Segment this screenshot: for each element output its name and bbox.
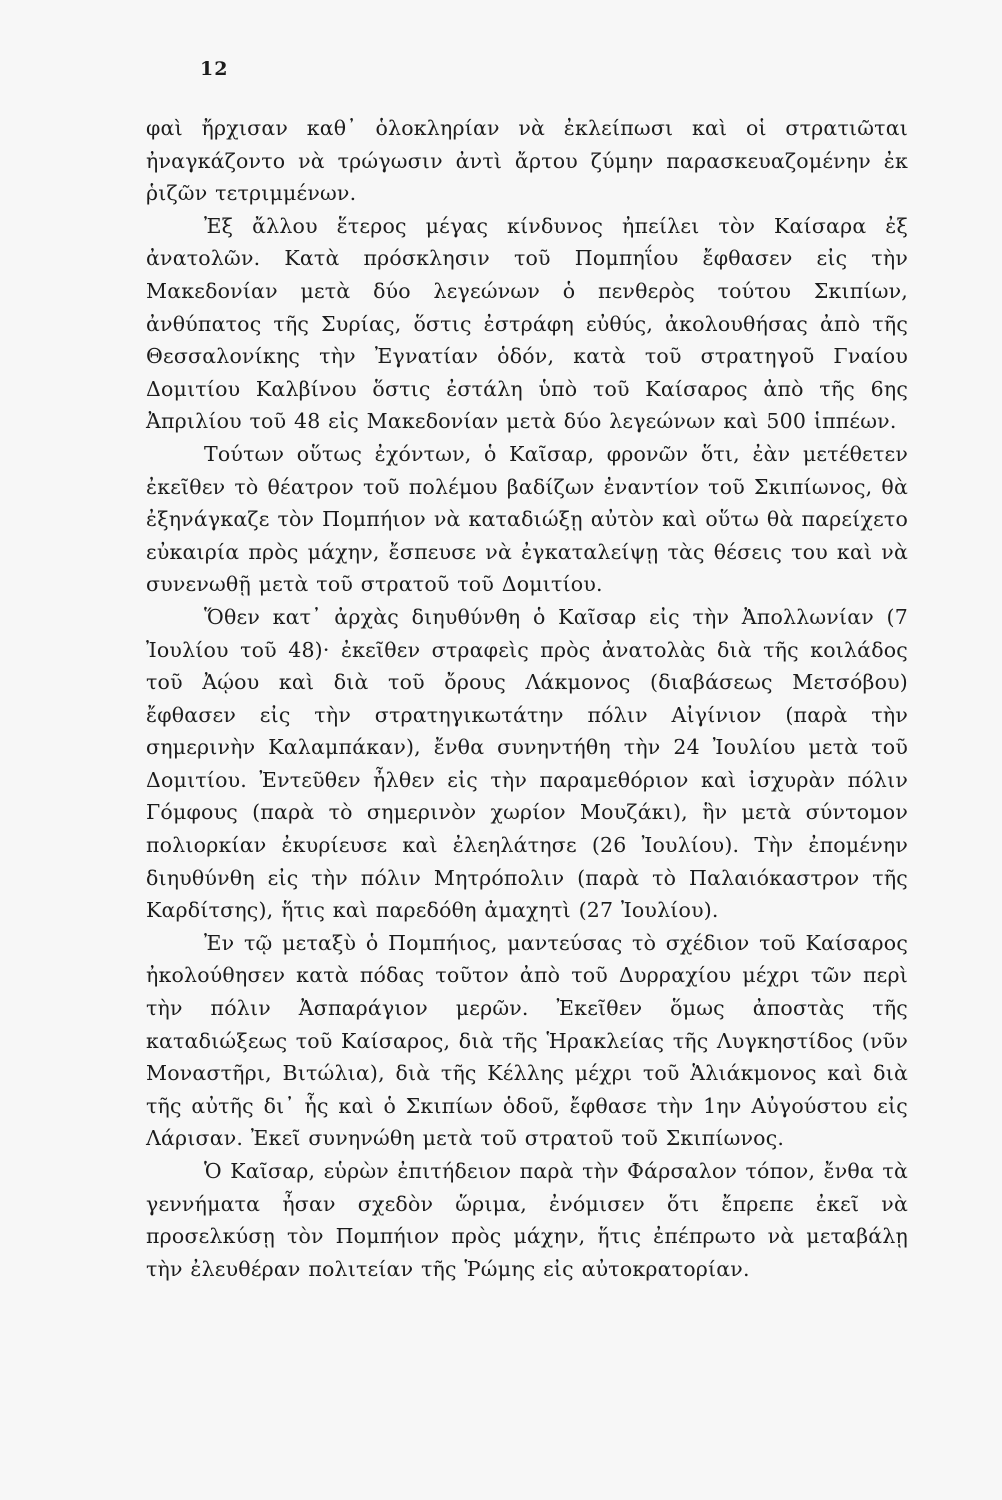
- paragraph-scipio: Ἐξ ἄλλου ἕτερος μέγας κίνδυνος ἠπείλει τὸν Καίσαρα ἐξ ἀνατολῶν. Κατὰ πρόσκλησιν τοῦ Πομπηΐου ἔφθασεν εἰς τὴν Μακεδονίαν μετὰ δύο λεγεώνων ὁ πενθερὸς τούτου Σκιπίων, ἀνθύπατος τῆς Συρίας, ὅστις ἐστράφη εὐθύς, ἀκολουθήσας ἀπὸ τῆς Θεσσαλονίκης τὴν Ἐγνατίαν ὁδόν, κατὰ τοῦ στρατηγοῦ Γναίου Δομιτίου Καλβίνου ὅστις ἐστάλη ὑπὸ τοῦ Καίσαρος ἀπὸ τῆς 6ης Ἀπριλίου τοῦ 48 εἰς Μακεδονίαν μετὰ δύο λεγεώνων καὶ 500 ἱππέων.: [146, 213, 908, 434]
- paragraph-pompey-route: Ἐν τῷ μεταξὺ ὁ Πομπήιος, μαντεύσας τὸ σχέδιον τοῦ Καίσαρος ἠκολούθησεν κατὰ πόδας τοῦτον ἀπὸ τοῦ Δυρραχίου μέχρι τῶν περὶ τὴν πόλιν Ἀσπαράγιον μερῶν. Ἐκεῖθεν ὅμως ἀποστὰς τῆς καταδιώξεως τοῦ Καίσαρος, διὰ τῆς Ἡρακλείας τῆς Λυγκηστίδος (νῦν Μοναστῆρι, Βιτώλια), διὰ τῆς Κέλλης μέχρι τοῦ Ἁλιάκμονος καὶ διὰ τῆς αὐτῆς δι᾽ ἧς καὶ ὁ Σκιπίων ὁδοῦ, ἔφθασε τὴν 1ην Αὐγούστου εἰς Λάρισαν. Ἐκεῖ συνηνώθη μετὰ τοῦ στρατοῦ τοῦ Σκιπίωνος.: [146, 930, 908, 1151]
- body-text: [146, 112, 908, 1285]
- paragraph-caesar-route: Ὅθεν κατ᾽ ἀρχὰς διηυθύνθη ὁ Καῖσαρ εἰς τὴν Ἀπολλωνίαν (7 Ἰουλίου τοῦ 48)· ἐκεῖθεν στραφεὶς πρὸς ἀνατολὰς διὰ τῆς κοιλάδος τοῦ Ἀῴου καὶ διὰ τοῦ ὄρους Λάκμονος (διαβάσεως Μετσόβου) ἔφθασεν εἰς τὴν στρατηγικωτάτην πόλιν Αἰγίνιον (παρὰ τὴν σημερινὴν Καλαμπάκαν), ἔνθα συνηντήθη τὴν 24 Ἰουλίου μετὰ τοῦ Δομιτίου. Ἐντεῦθεν ἦλθεν εἰς τὴν παραμεθόριον καὶ ἰσχυρὰν πόλιν Γόμφους (παρὰ τὸ σημερινὸν χωρίον Μουζάκι), ἣν μετὰ σύντομον πολιορκίαν ἐκυρίευσε καὶ ἐλεηλάτησε (26 Ἰουλίου). Τὴν ἐπομένην διηυθύνθη εἰς τὴν πόλιν Μητρόπολιν (παρὰ τὸ Παλαιόκαστρον τῆς Καρδίτσης), ἥτις καὶ παρεδόθη ἀμαχητὶ (27 Ἰουλίου).: [146, 604, 908, 923]
- page-number: 12: [200, 58, 229, 80]
- paragraph-continued: φαὶ ἤρχισαν καθ᾽ ὁλοκληρίαν νὰ ἐκλείπωσι καὶ οἱ στρατιῶται ἠναγκάζοντο νὰ τρώγωσιν ἀντὶ ἄρτου ζύμην παρασκευαζομένην ἐκ ῥιζῶν τετριμμένων.: [146, 116, 908, 206]
- paragraph-caesar-decision: Τούτων οὕτως ἐχόντων, ὁ Καῖσαρ, φρονῶν ὅτι, ἐὰν μετέθετεν ἐκεῖθεν τὸ θέατρον τοῦ πολέμου βαδίζων ἐναντίον τοῦ Σκιπίωνος, θὰ ἐξηνάγκαζε τὸν Πομπήιον νὰ καταδιώξῃ αὐτὸν καὶ οὕτω θὰ παρείχετο εὐκαιρία πρὸς μάχην, ἔσπευσε νὰ ἐγκαταλείψῃ τὰς θέσεις του καὶ νὰ συνενωθῇ μετὰ τοῦ στρατοῦ τοῦ Δομιτίου.: [146, 441, 908, 597]
- paragraph-pharsalus: Ὁ Καῖσαρ, εὑρὼν ἐπιτήδειον παρὰ τὴν Φάρσαλον τόπον, ἔνθα τὰ γεννήματα ἦσαν σχεδὸν ὥριμα, ἐνόμισεν ὅτι ἔπρεπε ἐκεῖ νὰ προσελκύσῃ τὸν Πομπήιον πρὸς μάχην, ἥτις ἐπέπρωτο νὰ μεταβάλῃ τὴν ἐλευθέραν πολιτείαν τῆς Ῥώμης εἰς αὐτοκρατορίαν.: [146, 1159, 908, 1281]
